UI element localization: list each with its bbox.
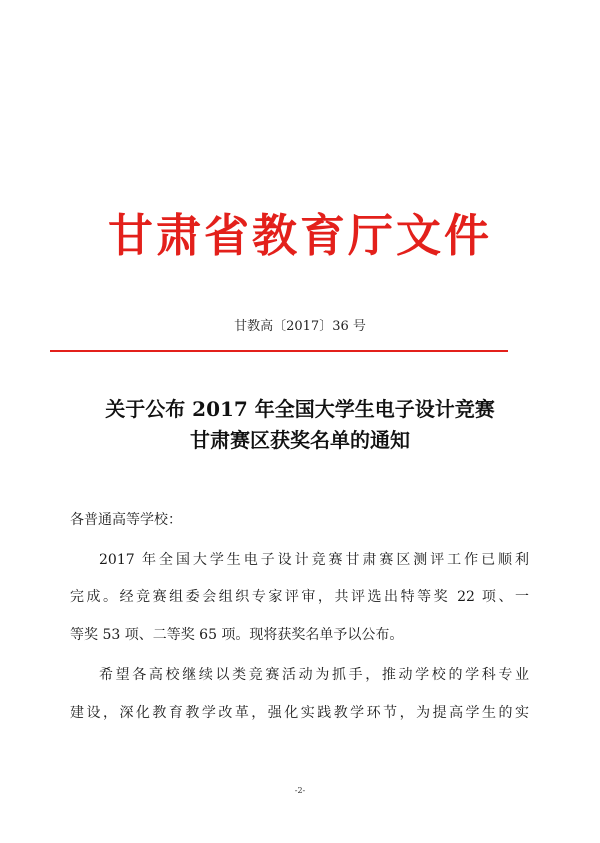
- paragraph-1-line-2: 完成。经竞赛组委会组织专家评审，共评选出特等奖 22 项、一: [70, 589, 529, 605]
- paragraph-2-line-2: 建设，深化教育教学改革，强化实践教学环节，为提高学生的实: [70, 705, 529, 721]
- document-title-line-1: 关于公布 2017 年全国大学生电子设计竞赛: [105, 397, 495, 421]
- red-divider-line: [50, 350, 508, 352]
- paragraph-2-line-1: 希望各高校继续以类竞赛活动为抓手，推动学校的学科专业: [99, 667, 529, 683]
- document-masthead: 甘肃省教育厅文件: [107, 209, 492, 262]
- page-number: -2-: [294, 786, 306, 795]
- document-title-line-2: 甘肃赛区获奖名单的通知: [190, 428, 410, 452]
- paragraph-1-line-1: 2017 年全国大学生电子设计竞赛甘肃赛区测评工作已顺利: [99, 552, 529, 568]
- document-number: 甘教高〔2017〕36 号: [234, 319, 366, 334]
- salutation: 各普通高等学校：: [70, 512, 182, 528]
- paragraph-1-line-3: 等奖 53 项、二等奖 65 项。现将获奖名单予以公布。: [70, 627, 404, 643]
